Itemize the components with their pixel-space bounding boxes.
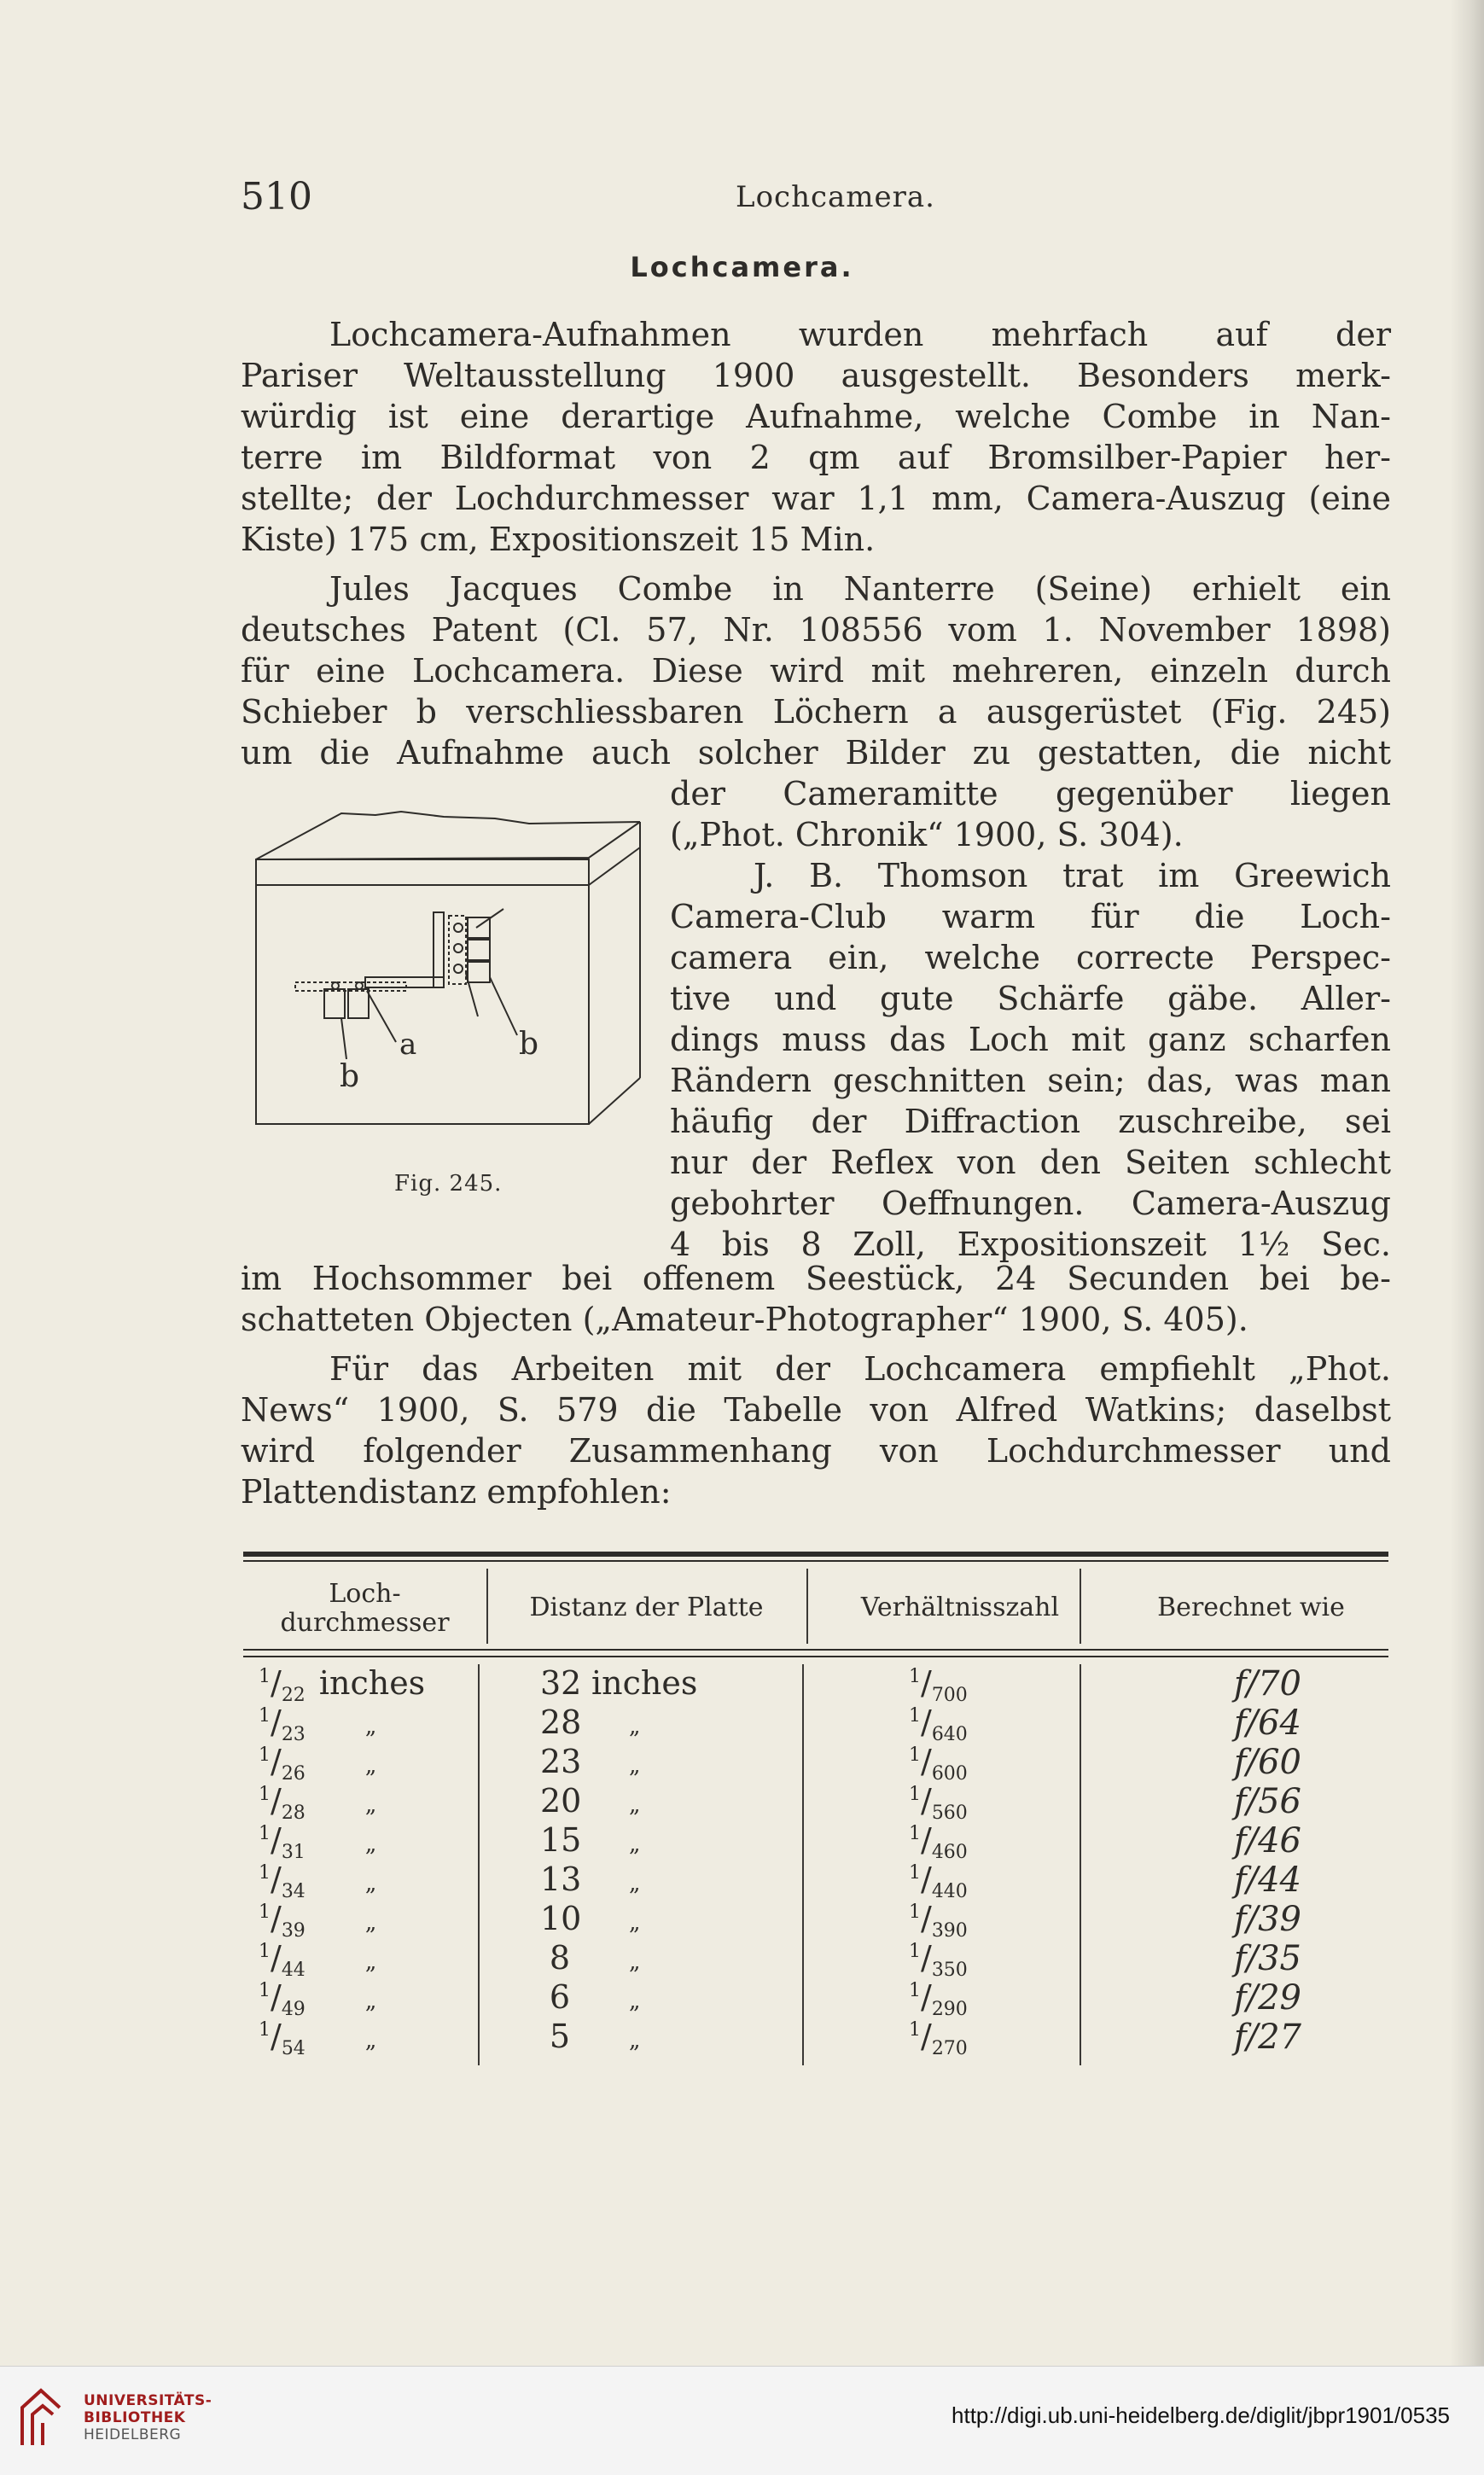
ditto-mark: „: [629, 1989, 641, 2014]
text-line: camera ein, welche correcte Perspec-: [670, 939, 1391, 976]
library-logo-icon: [15, 2385, 67, 2449]
hole-denominator: 28: [281, 1802, 306, 1824]
cell-hole-diameter: $^1/_{54}$ „: [259, 2018, 377, 2059]
running-head: [241, 175, 1393, 218]
text-line: im Hochsommer bei offenem Seestück, 24 Secunden bei be-: [241, 1260, 1391, 1297]
ditto-mark: „: [364, 1832, 377, 1857]
source-url-link[interactable]: http://digi.ub.uni-heidelberg.de/diglit/jbpr1901/0535: [952, 2402, 1450, 2428]
header-col-rule: [486, 1569, 488, 1644]
header-col-rule: [1080, 1569, 1081, 1644]
box-front: [256, 885, 589, 1124]
cell-calculated: f/27: [1233, 2018, 1301, 2057]
ditto-mark: „: [629, 1832, 641, 1857]
distance-value: 32: [540, 1664, 582, 1702]
text-line: Jules Jacques Combe in Nanterre (Seine) erhielt ein: [329, 570, 1391, 608]
logo-line-3: HEIDELBERG: [84, 2426, 182, 2443]
text-line: der Cameramitte gegenüber liegen: [670, 775, 1391, 812]
label-b-right: b: [519, 1027, 539, 1062]
ditto-mark: „: [364, 1989, 377, 2014]
paragraph-3-end: [241, 1258, 1391, 1340]
cell-ratio: $^1/_{640}$: [909, 1703, 968, 1745]
ditto-mark: „: [364, 1871, 377, 1896]
ditto-mark: „: [629, 1871, 641, 1896]
box-lid-front: [256, 859, 589, 885]
header-distance: Distanz der Platte: [529, 1593, 764, 1622]
distance-value: 28: [540, 1703, 582, 1741]
distance-value: 6: [549, 1978, 571, 2016]
distance-value: 20: [540, 1782, 582, 1820]
cell-calculated: f/39: [1233, 1900, 1301, 1939]
hole-denominator: 54: [281, 2038, 306, 2059]
cell-hole-diameter: $^1/_{26}$ „: [259, 1743, 377, 1785]
cell-ratio: $^1/_{270}$: [909, 2018, 968, 2059]
figure-245-camera-drawing: [247, 807, 649, 1131]
hole-denominator: 44: [281, 1960, 306, 1981]
header-col-rule: [806, 1569, 808, 1644]
ratio-denominator: 700: [931, 1685, 968, 1706]
cell-hole-diameter: $^1/_{31}$ „: [259, 1821, 377, 1863]
cell-ratio: $^1/_{390}$: [909, 1900, 968, 1942]
cell-ratio: $^1/_{560}$: [909, 1782, 968, 1824]
text-line: 4 bis 8 Zoll, Expositionszeit 1½ Sec.: [670, 1226, 1391, 1263]
ditto-mark: „: [629, 2028, 641, 2053]
cell-calculated: f/56: [1233, 1782, 1301, 1821]
logo-line-1: UNIVERSITÄTS-: [84, 2392, 212, 2409]
cell-plate-distance: [540, 1743, 640, 1780]
hole-denominator: 39: [281, 1920, 306, 1942]
table-header: [243, 1569, 1388, 1647]
cell-ratio: $^1/_{700}$: [909, 1664, 968, 1706]
ratio-denominator: 640: [931, 1724, 968, 1745]
cell-plate-distance: [540, 1782, 640, 1820]
table-row: [243, 1703, 1388, 1743]
cell-plate-distance: [540, 1861, 640, 1898]
section-heading: Lochcamera.: [630, 251, 854, 283]
text-line: häufig der Diffraction zuschreibe, sei: [670, 1103, 1391, 1140]
table-top-rule: [243, 1552, 1388, 1557]
header-hole-line2: durchmesser: [280, 1608, 450, 1638]
ditto-mark: „: [364, 1910, 377, 1936]
ratio-denominator: 290: [931, 1999, 968, 2020]
header-hole-line1: Loch-: [329, 1579, 401, 1609]
figure-caption: Fig. 245.: [394, 1171, 503, 1197]
hole-denominator: 49: [281, 1999, 306, 2020]
ditto-mark: „: [364, 1753, 377, 1779]
cell-calculated: f/35: [1233, 1939, 1301, 1978]
running-title: Lochcamera.: [736, 180, 935, 214]
unit-label: inches: [318, 1664, 426, 1702]
cell-calculated: f/60: [1233, 1743, 1301, 1782]
text-line: nur der Reflex von den Seiten schlecht: [670, 1144, 1391, 1181]
distance-value: 23: [540, 1743, 582, 1780]
table-header-rule: [243, 1649, 1388, 1651]
ratio-denominator: 560: [931, 1802, 968, 1824]
page-number: 510: [241, 175, 312, 218]
ditto-mark: „: [364, 1792, 377, 1818]
cell-calculated: f/44: [1233, 1861, 1301, 1900]
hole-denominator: 22: [281, 1685, 306, 1706]
distance-value: 5: [549, 2018, 571, 2055]
text-line: um die Aufnahme auch solcher Bilder zu gestatten, die nicht: [241, 734, 1391, 772]
cell-ratio: $^1/_{440}$: [909, 1861, 968, 1902]
text-line: deutsches Patent (Cl. 57, Nr. 108556 vom 1. November 1898): [241, 611, 1391, 649]
cell-plate-distance: [540, 1939, 640, 1977]
text-line: Schieber b verschliessbaren Löchern a ausgerüstet (Fig. 245): [241, 693, 1391, 731]
paragraph-narrow: [670, 773, 1391, 1265]
cell-plate-distance: [540, 2018, 640, 2055]
cell-hole-diameter: $^1/_{23}$ „: [259, 1703, 377, 1745]
table-row: [243, 1743, 1388, 1785]
ditto-mark: „: [629, 1949, 641, 1975]
text-line: für eine Lochcamera. Diese wird mit mehreren, einzeln durch: [241, 652, 1391, 690]
page-edge-shadow: [1450, 0, 1484, 2366]
text-line: Lochcamera-Aufnahmen wurden mehrfach auf der: [329, 316, 1391, 353]
cell-hole-diameter: $^1/_{22}$ inches: [259, 1664, 426, 1706]
ditto-mark: „: [629, 1910, 641, 1936]
text-line: J. B. Thomson trat im Greewich: [754, 857, 1391, 894]
paragraph-1: [241, 314, 1391, 560]
cell-plate-distance: [540, 1900, 640, 1937]
paragraph-4: [241, 1348, 1391, 1512]
ditto-mark: „: [629, 1792, 641, 1818]
table-row: [243, 1664, 1388, 1706]
text-line: würdig ist eine derartige Aufnahme, welche Combe in Nan-: [241, 398, 1391, 435]
header-calc: Berechnet wie: [1157, 1593, 1345, 1622]
cell-hole-diameter: $^1/_{44}$ „: [259, 1939, 377, 1981]
ratio-denominator: 600: [931, 1763, 968, 1785]
text-line: tive und gute Schärfe gäbe. Aller-: [670, 980, 1391, 1017]
library-footer: [0, 2366, 1484, 2475]
box-lid-back-edge: [256, 812, 640, 859]
distance-value: 15: [540, 1821, 582, 1859]
cell-plate-distance: [540, 1978, 640, 2016]
text-line: schatteten Objecten („Amateur-Photographer“ 1900, S. 405).: [241, 1301, 1248, 1338]
slider-bar: [434, 912, 444, 987]
table-top-rule-thin: [243, 1560, 1388, 1562]
cell-ratio: $^1/_{290}$: [909, 1978, 968, 2020]
ditto-mark: „: [364, 1949, 377, 1975]
header-ratio: Verhältnisszahl: [860, 1593, 1060, 1622]
ratio-denominator: 390: [931, 1920, 968, 1942]
cell-calculated: f/64: [1233, 1703, 1301, 1743]
ditto-mark: „: [364, 1714, 377, 1739]
ratio-denominator: 440: [931, 1881, 968, 1902]
hole-denominator: 31: [281, 1842, 306, 1863]
cell-plate-distance: [540, 1821, 640, 1859]
text-line: Kiste) 175 cm, Expositionszeit 15 Min.: [241, 521, 876, 558]
cell-plate-distance: [540, 1703, 640, 1741]
text-line: Rändern geschnitten sein; das, was man: [670, 1062, 1391, 1099]
cell-ratio: $^1/_{460}$: [909, 1821, 968, 1863]
table-row: [243, 1939, 1388, 1981]
cell-hole-diameter: $^1/_{49}$ „: [259, 1978, 377, 2020]
table-row: [243, 1861, 1388, 1900]
text-line: Camera-Club warm für die Loch-: [670, 898, 1391, 935]
label-a: a: [399, 1028, 417, 1062]
distance-value: 13: [540, 1861, 582, 1898]
text-line: Pariser Weltausstellung 1900 ausgestellt. Besonders merk-: [241, 357, 1391, 394]
hole-denominator: 26: [281, 1763, 306, 1785]
text-line: gebohrter Oeffnungen. Camera-Auszug: [670, 1185, 1391, 1222]
text-line: stellte; der Lochdurchmesser war 1,1 mm, Camera-Auszug (eine: [241, 480, 1391, 517]
cell-calculated: f/70: [1233, 1664, 1301, 1703]
ditto-mark: „: [629, 1753, 641, 1779]
table-row: [243, 1821, 1388, 1861]
ratio-denominator: 460: [931, 1842, 968, 1863]
text-line: News“ 1900, S. 579 die Tabelle von Alfred Watkins; daselbst: [241, 1391, 1391, 1429]
text-line: dings muss das Loch mit ganz scharfen: [670, 1021, 1391, 1058]
cell-plate-distance: [540, 1664, 697, 1702]
logo-line-2: BIBLIOTHEK: [84, 2409, 186, 2426]
ratio-denominator: 270: [931, 2038, 968, 2059]
cell-hole-diameter: $^1/_{28}$ „: [259, 1782, 377, 1824]
text-line: terre im Bildformat von 2 qm auf Bromsilber-Papier her-: [241, 439, 1391, 476]
hole-denominator: 34: [281, 1881, 306, 1902]
cell-ratio: $^1/_{600}$: [909, 1743, 968, 1785]
ratio-denominator: 350: [931, 1960, 968, 1981]
table-row: [243, 2018, 1388, 2057]
cell-ratio: $^1/_{350}$: [909, 1939, 968, 1981]
table-row: [243, 1782, 1388, 1824]
text-line: Für das Arbeiten mit der Lochcamera empfiehlt „Phot.: [329, 1350, 1391, 1388]
distance-value: 8: [549, 1939, 571, 1977]
text-line: Plattendistanz empfohlen:: [241, 1473, 672, 1511]
distance-value: 10: [540, 1900, 582, 1937]
label-b-left: b: [340, 1059, 360, 1094]
table-header-rule-2: [243, 1656, 1388, 1657]
cell-hole-diameter: $^1/_{39}$ „: [259, 1900, 377, 1942]
cell-calculated: f/29: [1233, 1978, 1301, 2018]
ditto-mark: „: [629, 1714, 641, 1739]
library-logo-text: [84, 2392, 212, 2443]
table-row: [243, 1978, 1388, 2018]
cell-calculated: f/46: [1233, 1821, 1301, 1861]
text-line: („Phot. Chronik“ 1900, S. 304).: [670, 816, 1184, 853]
table-row: [243, 1900, 1388, 1942]
text-line: wird folgender Zusammenhang von Lochdurchmesser und: [241, 1432, 1391, 1470]
cell-hole-diameter: $^1/_{34}$ „: [259, 1861, 377, 1902]
unit-label: inches: [591, 1664, 698, 1702]
paragraph-2: [241, 568, 1391, 773]
hole-denominator: 23: [281, 1724, 306, 1745]
ditto-mark: „: [364, 2028, 377, 2053]
